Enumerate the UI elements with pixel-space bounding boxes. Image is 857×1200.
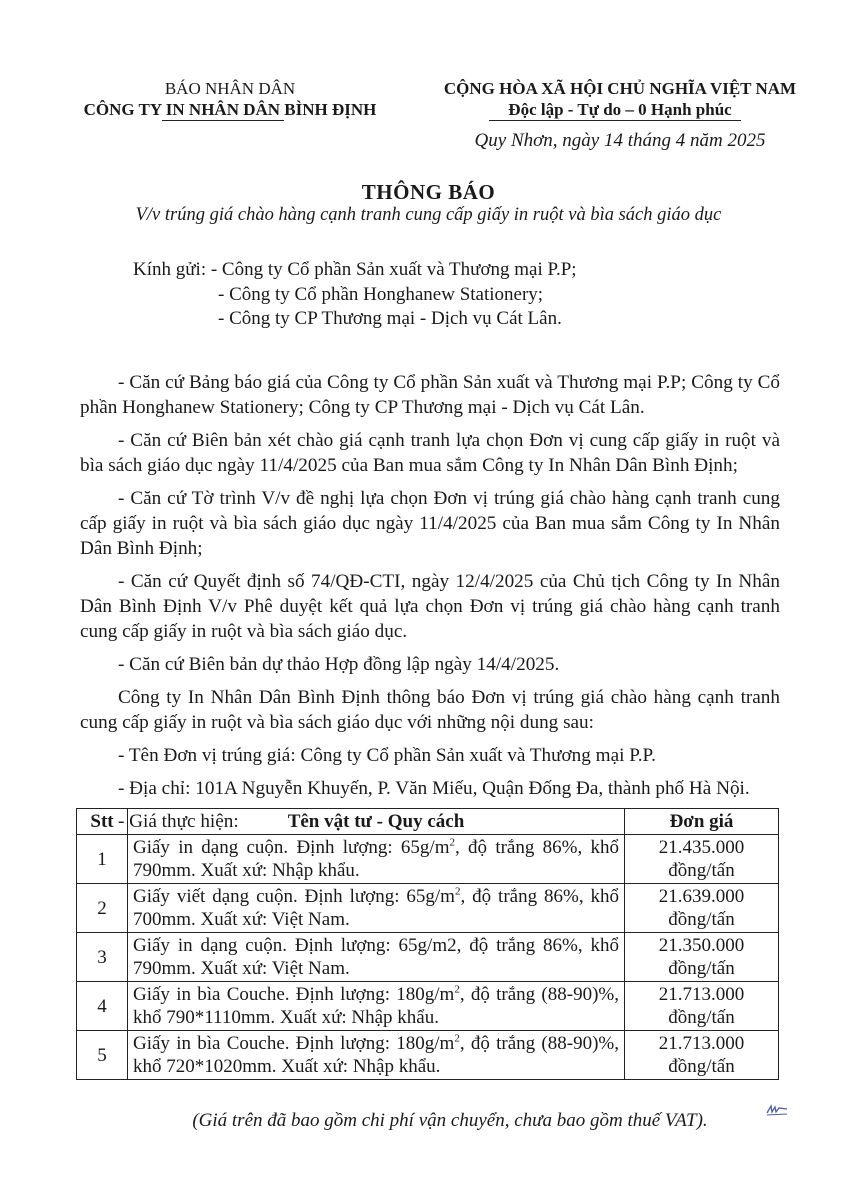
row-description [128,1031,625,1080]
table-row [77,933,779,982]
initials-signature-icon [766,1104,788,1116]
basis-paragraph: - Căn cứ Biên bản xét chào giá cạnh tranh lựa chọn Đơn vị cung cấp giấy in ruột và bìa sách giáo dục ngày 11/4/2025 của Ban mua sắm Công ty In Nhân Dân Bình Định; [80,430,780,476]
header-price: Đơn giá [625,809,779,835]
document-subtitle: V/v trúng giá chào hàng cạnh tranh cung cấp giấy in ruột và bìa sách giáo dục [135,205,722,225]
row-description [128,933,625,982]
desc-part: Giấy in bìa Couche. Định lượng: 180g/m [133,1033,455,1054]
recipients [133,258,577,332]
row-stt: 3 [77,933,128,982]
row-stt: 5 [77,1031,128,1080]
price-value: 21.713.000 [658,984,745,1005]
table-header-row [77,809,779,835]
row-stt: 4 [77,982,128,1031]
document-title: THÔNG BÁO [361,180,496,204]
company-underline [162,120,284,121]
company-name: CÔNG TY IN NHÂN DÂN BÌNH ĐỊNH [83,100,377,119]
price-unit: đồng/tấn [668,1007,735,1028]
price-value: 21.639.000 [658,886,745,907]
recipient-item: - Công ty Cổ phần Sản xuất và Thương mại P.P; [210,259,577,280]
desc-part: Giấy viết dạng cuộn. Định lượng: 65g/m [133,886,455,907]
issuer-header [60,78,400,120]
desc-part: Giấy in dạng cuộn. Định lượng: 65g/m2, độ trắng 86%, khổ 790mm. Xuất xứ: Việt Nam. [133,935,619,979]
price-table [76,808,779,1080]
winner-name: - Tên Đơn vị trúng giá: Công ty Cổ phần Sản xuất và Thương mại P.P. [118,745,656,766]
desc-part: , độ trắng (88-90)%, khổ 790*1110mm. Xuất xứ: Nhập khẩu. [133,984,619,1028]
row-description [128,884,625,933]
price-unit: đồng/tấn [668,1056,735,1077]
price-note: (Giá trên đã bao gồm chi phí vận chuyển, chưa bao gồm thuế VAT). [192,1110,708,1131]
desc-part: , độ trắng 86%, khổ 700mm. Xuất xứ: Việt Nam. [133,886,619,930]
row-price [625,835,779,884]
desc-part: , độ trắng (88-90)%, khổ 720*1020mm. Xuất xứ: Nhập khẩu. [133,1033,619,1077]
desc-superscript: 2 [449,836,455,849]
row-stt: 1 [77,835,128,884]
price-value: 21.713.000 [658,1033,745,1054]
desc-part: Giấy in bìa Couche. Định lượng: 180g/m [133,984,455,1005]
row-description [128,982,625,1031]
place-date: Quy Nhơn, ngày 14 tháng 4 năm 2025 [474,130,766,151]
table-row [77,982,779,1031]
row-description [128,835,625,884]
price-unit: đồng/tấn [668,909,735,930]
parent-org: BÁO NHÂN DÂN [164,79,296,98]
winner-address: - Địa chỉ: 101A Nguyễn Khuyến, P. Văn Miếu, Quận Đống Đa, thành phố Hà Nội. [118,778,750,799]
price-unit: đồng/tấn [668,860,735,881]
price-unit: đồng/tấn [668,958,735,979]
price-value: 21.435.000 [658,837,745,858]
recipient-row [133,307,577,332]
nation-title: CỘNG HÒA XÃ HỘI CHỦ NGHĨA VIỆT NAM [443,79,797,98]
recipient-row [133,258,577,283]
desc-superscript: 2 [454,885,461,898]
row-price [625,884,779,933]
desc-superscript: 2 [454,983,460,996]
price-label: - Giá thực hiện: [118,811,239,832]
table-row [77,1031,779,1080]
basis-paragraph: - Căn cứ Bảng báo giá của Công ty Cổ phần Sản xuất và Thương mại P.P; Công ty Cổ phần Honghanew Stationery; Công ty CP Thương mại - Dịch vụ Cát Lân. [80,372,780,418]
desc-part: , độ trắng 86%, khổ 790mm. Xuất xứ: Nhập khẩu. [133,837,619,881]
table-row [77,835,779,884]
national-header [425,78,815,120]
price-value: 21.350.000 [658,935,745,956]
header-item: Tên vật tư - Quy cách [128,809,625,835]
announcement-paragraph: Công ty In Nhân Dân Bình Định thông báo Đơn vị trúng giá chào hàng cạnh tranh cung cấp giấy in ruột và bìa sách giáo dục với những nội dung sau: [80,687,780,733]
recipients-label: Kính gửi: [133,259,207,280]
row-price [625,1031,779,1080]
row-price [625,982,779,1031]
desc-superscript: 2 [454,1032,460,1045]
basis-paragraph: - Căn cứ Quyết định số 74/QĐ-CTI, ngày 12/4/2025 của Chủ tịch Công ty In Nhân Dân Bình Định V/v Phê duyệt kết quả lựa chọn Đơn vị trúng giá chào hàng cạnh tranh cung cấp giấy in ruột và bìa sách giáo dục. [80,571,780,642]
row-stt: 2 [77,884,128,933]
table-row [77,884,779,933]
national-motto: Độc lập - Tự do – 0 Hạnh phúc [508,100,732,119]
basis-paragraph: - Căn cứ Tờ trình V/v đề nghị lựa chọn Đơn vị trúng giá chào hàng cạnh tranh cung cấp giấy in ruột và bìa sách giáo dục ngày 11/4/2025 của Ban mua sắm Công ty In Nhân Dân Bình Định; [80,488,780,559]
row-price [625,933,779,982]
header-stt: Stt [77,809,128,835]
motto-underline [489,120,741,121]
recipient-row [133,283,577,308]
recipient-item: - Công ty CP Thương mại - Dịch vụ Cát Lân. [218,308,562,329]
basis-paragraph: - Căn cứ Biên bản dự thảo Hợp đồng lập ngày 14/4/2025. [118,654,560,675]
desc-part: Giấy in dạng cuộn. Định lượng: 65g/m [133,837,450,858]
recipient-item: - Công ty Cổ phần Honghanew Stationery; [218,283,544,305]
document-body [80,370,780,842]
